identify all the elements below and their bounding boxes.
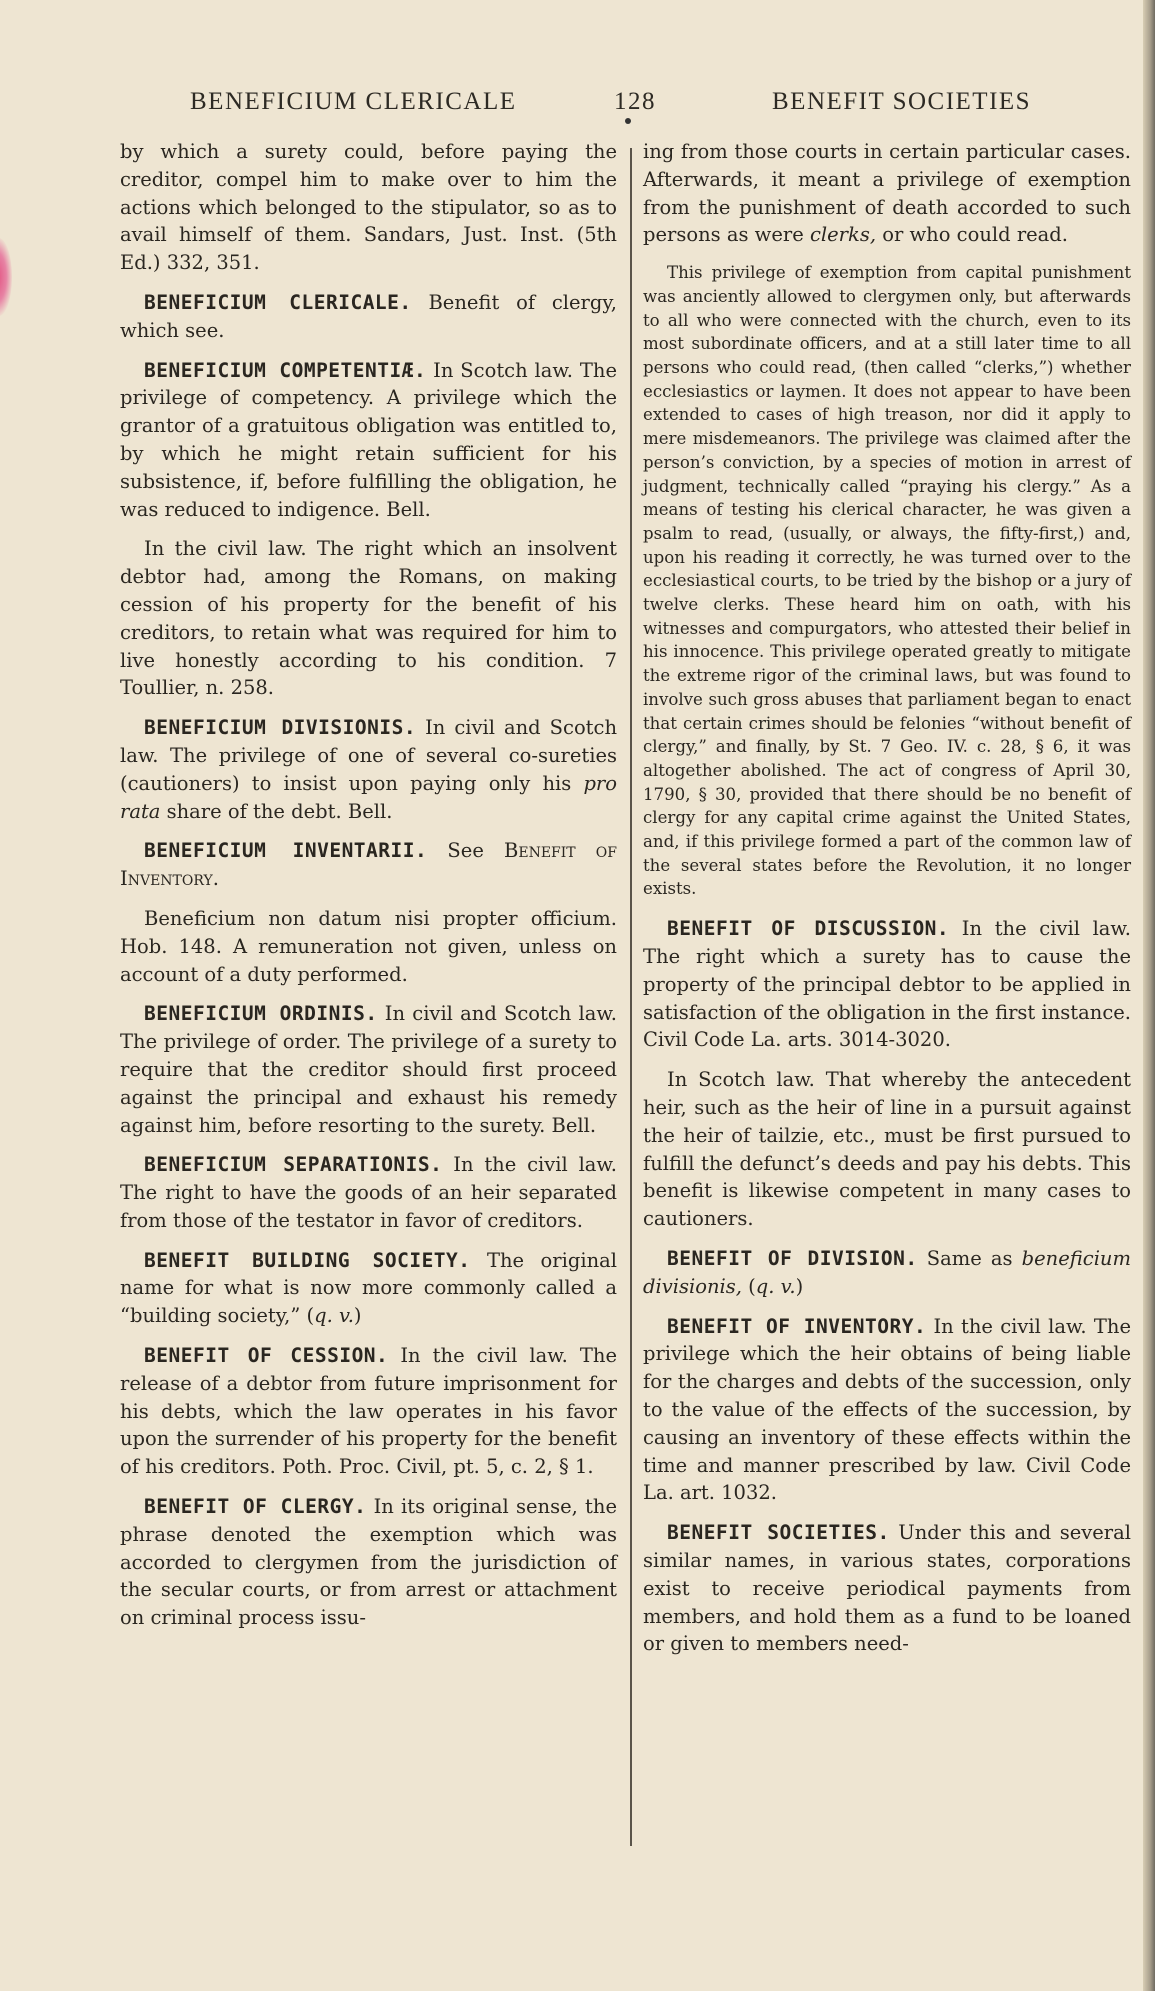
entry-text: Same as xyxy=(917,1246,1022,1270)
header-right-term: BENEFIT SOCIETIES xyxy=(772,88,1032,115)
entry-benefit-building-society xyxy=(120,1247,617,1330)
cross-reference: Benefit of Inventory. xyxy=(120,839,617,891)
entry-beneficium-clericale xyxy=(120,289,617,345)
headword: BENEFIT OF DISCUSSION. xyxy=(667,917,950,941)
entry-note-small-print: This privilege of exemption from capital punishment was anciently allowed to clergymen only, but afterwards to all who were connected with the church, even to its most subordinate officers, and at a still later time to all persons who could read, (then called “clerks,”) whether ecclesiastics or laymen. It does not appear to have been extended to cases of high treason, nor did it apply to mere misdemeanors. The privilege was claimed after the person’s conviction, by a species of motion in arrest of judgment, technically called “praying his clergy.” As a means of testing his clerical character, he was given a psalm to read, (usually, or always, the fifty-first,) and, upon his reading it correctly, he was turned over to the ecclesiastical courts, to be tried by the bishop or a jury of twelve clerks. These heard him on oath, with his witnesses and compurgators, who attested their belief in his innocence. This privilege operated greatly to mitigate the extreme rigor of the criminal laws, but was found to involve such gross abuses that parliament began to enact that certain crimes should be felonies “without benefit of clergy,” and finally, by St. 7 Geo. IV. c. 28, § 6, it was altogether abolished. The act of congress of April 30, 1790, § 30, provided that there should be no benefit of clergy for any capital crime against the United States, and, if this privilege formed a part of the common law of the several states before the Revolution, it no longer exists. xyxy=(643,263,1131,899)
entry-text: Benefit of clergy, which see. xyxy=(120,290,617,342)
right-column xyxy=(643,138,1131,1670)
ink-stain xyxy=(0,238,12,316)
entry-italic: clerks, xyxy=(809,223,877,247)
header-dot xyxy=(625,118,631,124)
entry-text: In civil and Scotch law. The privilege of order. The privilege of a surety to require that the creditor should first proceed against the principal and exhaust his remedy against him, before resorting to the surety. Bell. xyxy=(120,1002,617,1137)
entry-text: or who could read. xyxy=(876,223,1068,247)
page-number: 128 xyxy=(614,88,656,115)
page-edge-shadow xyxy=(1143,0,1155,1991)
headword: BENEFIT OF INVENTORY. xyxy=(667,1314,927,1338)
entry-text: In civil and Scotch law. The privilege of one of several co-sureties (cautioners) to insist upon paying only his xyxy=(120,716,617,795)
entry-text: In the civil law. The privilege which the heir obtains of being liable for the charges and debts of the succession, only to the value of the effects of the succession, by causing an inventory of these effects within the time and manner prescribed by law. Civil Code La. art. 1032. xyxy=(643,1314,1131,1505)
entry-text: In its original sense, the phrase denoted the exemption which was accorded to clergymen from the jurisdiction of the secular courts, or from arrest or attachment on criminal process issu- xyxy=(120,1495,617,1630)
entry-benefit-of-clergy xyxy=(120,1493,617,1632)
headword: BENEFICIUM DIVISIONIS. xyxy=(144,716,417,740)
headword: BENEFICIUM CLERICALE. xyxy=(144,290,412,314)
running-header xyxy=(120,88,1050,124)
entry-italic: pro rata xyxy=(120,771,617,823)
entry-beneficium-divisionis xyxy=(120,714,617,825)
headword: BENEFICIUM COMPETENTIÆ. xyxy=(144,358,427,382)
entry-text: ing from those courts in certain particular cases. Afterwards, it meant a privilege of exemption from the punishment of death accorded to such persons as were xyxy=(643,140,1131,247)
entry-continuation: by which a surety could, before paying the creditor, compel him to make over to him the actions which belonged to the stipulator, so as to avail himself of them. Sandars, Just. Inst. (5th Ed.) 332, 351. xyxy=(120,140,617,275)
entry-benefit-of-cession xyxy=(120,1342,617,1481)
entry-benefit-of-inventory xyxy=(643,1313,1131,1508)
entry-beneficium-ordinis xyxy=(120,1000,617,1139)
entry-italic: q. v. xyxy=(755,1274,796,1298)
headword: BENEFIT OF CLERGY. xyxy=(144,1495,367,1519)
entry-continuation xyxy=(643,138,1131,249)
entry-text: ( xyxy=(741,1274,756,1298)
header-left-term: BENEFICIUM CLERICALE xyxy=(190,88,517,115)
entry-italic: q. v. xyxy=(314,1304,354,1328)
entry-text: share of the debt. Bell. xyxy=(160,799,393,823)
entry-paragraph: In the civil law. The right which an insolvent debtor had, among the Romans, on making cession of his property for the benefit of his creditors, to retain what was required for him to live honestly according to his condition. 7 Toullier, n. 258. xyxy=(120,537,617,700)
entry-maxim: Beneficium non datum nisi propter officium. Hob. 148. A remuneration not given, unless on account of a duty performed. xyxy=(120,906,617,986)
entry-paragraph: In Scotch law. That whereby the antecedent heir, such as the heir of line in a pursuit against the heir of tailzie, etc., must be first pursued to fulfill the defunct’s deeds and pay his debts. This benefit is likewise competent in many cases to cautioners. xyxy=(643,1068,1131,1231)
column-divider xyxy=(630,148,632,1846)
entry-benefit-societies xyxy=(643,1519,1131,1658)
entry-text: ) xyxy=(353,1304,362,1328)
entry-text: In Scotch law. The privilege of competency. A privilege which the grantor of a gratuitous obligation was entitled to, by which he might retain sufficient for his subsistence, if, before fulfilling the obligation, he was reduced to indigence. Bell. xyxy=(120,358,617,521)
entry-text: See xyxy=(427,839,505,863)
headword: BENEFICIUM INVENTARII. xyxy=(144,839,428,863)
headword: BENEFICIUM SEPARATIONIS. xyxy=(144,1153,443,1177)
headword: BENEFIT BUILDING SOCIETY. xyxy=(144,1248,471,1272)
entry-text: ) xyxy=(795,1274,804,1298)
entry-text: In the civil law. The right which a surety has to cause the property of the principal debtor to be applied in satisfaction of the obligation in the first instance. Civil Code La. arts. 3014-3020. xyxy=(643,917,1132,1052)
entry-text: The original name for what is now more commonly called a “building society,” ( xyxy=(120,1248,617,1328)
headword: BENEFIT OF DIVISION. xyxy=(667,1246,918,1270)
headword: BENEFIT OF CESSION. xyxy=(144,1344,389,1368)
entry-beneficium-competentiae xyxy=(120,357,617,524)
entry-text: Under this and several similar names, in various states, corporations exist to receive periodical payments from members, and hold them as a fund to be loaned or given to members need- xyxy=(643,1521,1131,1656)
entry-benefit-of-discussion xyxy=(643,915,1131,1054)
entry-beneficium-separationis xyxy=(120,1151,617,1234)
headword: BENEFICIUM ORDINIS. xyxy=(144,1002,378,1026)
entry-text: In the civil law. The right to have the goods of an heir separated from those of the testator in favor of creditors. xyxy=(120,1153,618,1232)
headword: BENEFIT SOCIETIES. xyxy=(667,1521,890,1545)
entry-italic: beneficium divisionis, xyxy=(643,1246,1131,1298)
left-column xyxy=(120,138,617,1644)
entry-beneficium-inventarii xyxy=(120,837,617,893)
entry-benefit-of-division xyxy=(643,1245,1131,1301)
entry-text: In the civil law. The release of a debtor from future imprisonment for his debts, which the law operates in his favor upon the surrender of his property for the benefit of his creditors. Poth. Proc. Civil, pt. 5, c. 2, § 1. xyxy=(120,1344,617,1479)
